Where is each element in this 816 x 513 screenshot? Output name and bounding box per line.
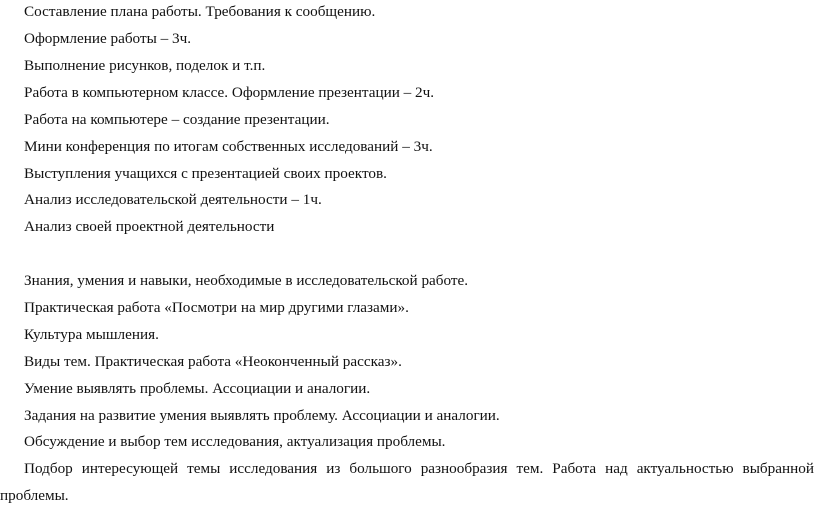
text-line: Умение выявлять проблемы. Ассоциации и аналогии. [24,380,371,397]
text-line: Выступления учащихся с презентацией своих проектов. [24,165,387,182]
text-line: Работа на компьютере – создание презентации. [24,111,330,128]
text-line: Мини конференция по итогам собственных исследований – 3ч. [24,138,433,155]
paragraph-word: большого [349,460,412,477]
paragraph-word: разнообразия [420,460,508,477]
text-line: Обсуждение и выбор тем исследования, актуализация проблемы. [24,433,446,450]
text-line: Задания на развитие умения выявлять проблему. Ассоциации и аналогии. [24,407,500,424]
text-line: Виды тем. Практическая работа «Неоконченный рассказ». [24,353,402,370]
paragraph-word: над [605,460,628,477]
paragraph-word: Подбор [24,460,73,477]
text-line: Знания, умения и навыки, необходимые в исследовательской работе. [24,272,469,289]
text-line: Составление плана работы. Требования к сообщению. [24,3,376,20]
text-line: Анализ своей проектной деятельности [24,218,275,235]
paragraph-word: из [326,460,341,477]
text-line: Выполнение рисунков, поделок и т.п. [24,57,266,74]
paragraph-word: выбранной [742,460,814,477]
paragraph-continuation: проблемы. [0,487,69,504]
paragraph-word: актуальностью [636,460,734,477]
text-line: Работа в компьютерном классе. Оформление презентации – 2ч. [24,84,435,101]
text-line: Оформление работы – 3ч. [24,30,192,47]
justified-paragraph-line [24,460,814,478]
paragraph-word: Работа [552,460,597,477]
paragraph-word: тем. [516,460,544,477]
paragraph-word: темы [187,460,221,477]
text-line: Анализ исследовательской деятельности – 1ч. [24,191,322,208]
text-line: Культура мышления. [24,326,159,343]
paragraph-word: исследования [229,460,318,477]
text-line: Практическая работа «Посмотри на мир другими глазами». [24,299,409,316]
paragraph-word: интересующей [81,460,179,477]
